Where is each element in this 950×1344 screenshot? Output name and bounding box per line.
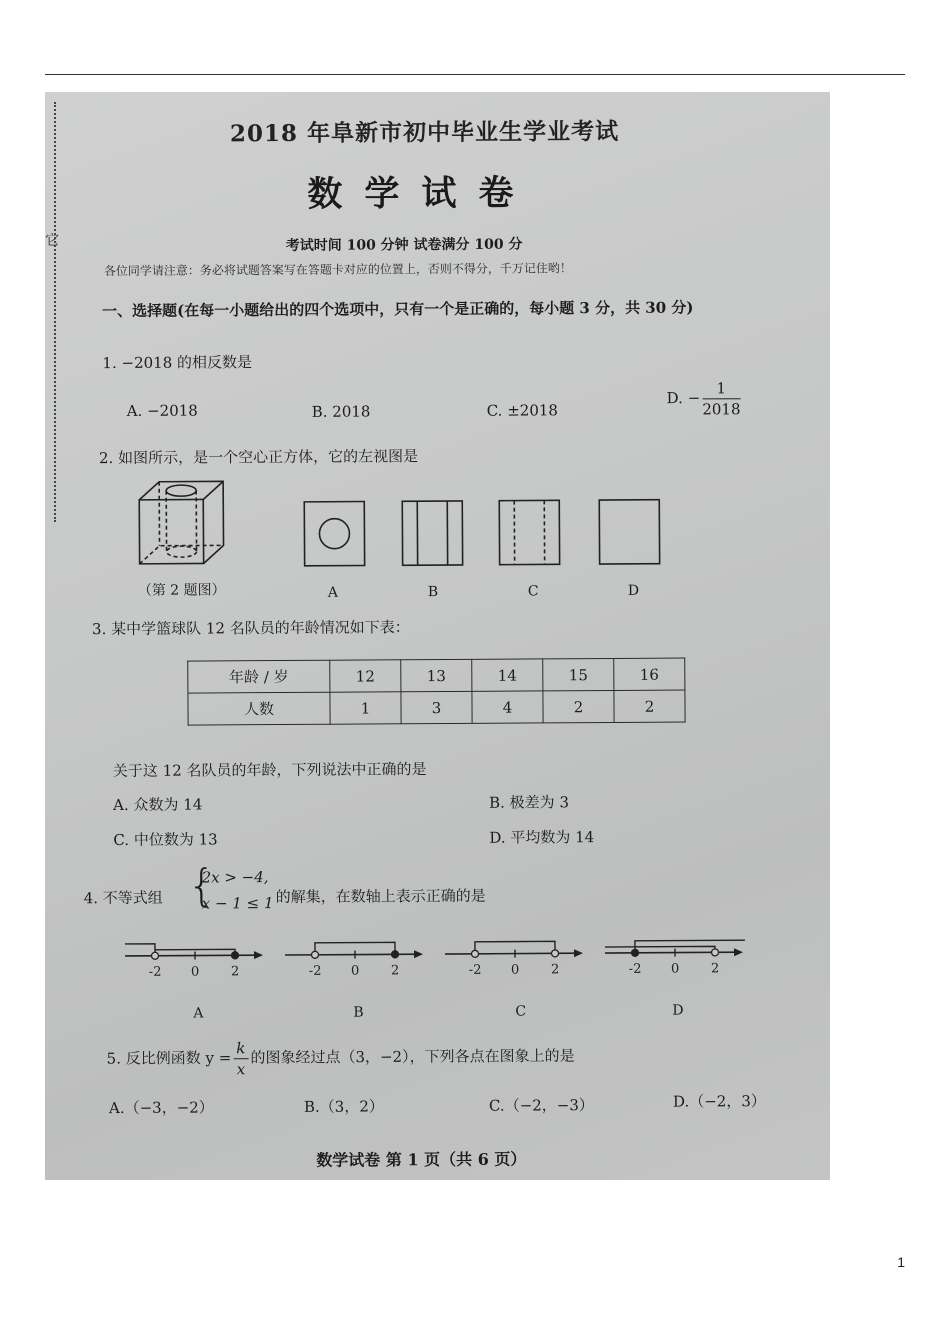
table-cell: 15 bbox=[543, 658, 614, 690]
inequality-1: 2x > −4, bbox=[201, 868, 269, 887]
endpoint-right bbox=[392, 951, 399, 958]
cube-edge bbox=[203, 481, 223, 499]
number-line-arrow bbox=[734, 948, 743, 956]
q5-option-b: B.（3，2） bbox=[303, 1097, 384, 1116]
number-line-tick-label: 2 bbox=[710, 961, 720, 977]
q5-option-c: C.（−2，−3） bbox=[488, 1096, 594, 1115]
q5-prefix: 5. 反比例函数 y = bbox=[106, 1048, 232, 1068]
q3-option-d: D. 平均数为 14 bbox=[489, 828, 595, 847]
binding-char: 它 bbox=[45, 233, 59, 249]
table-row-age bbox=[188, 658, 685, 693]
table-cell: 16 bbox=[614, 658, 685, 690]
number-line-tick-label: -2 bbox=[628, 961, 642, 977]
table-row-count bbox=[188, 690, 685, 725]
q4-label-b: B bbox=[353, 1004, 364, 1021]
q1-option-a: A. −2018 bbox=[126, 401, 198, 420]
q2-label-b: B bbox=[427, 584, 439, 601]
view-c-square bbox=[499, 500, 559, 564]
q2-label-c: C bbox=[527, 583, 539, 600]
exam-info: 考试时间 100 分钟 试卷满分 100 分 bbox=[285, 236, 523, 254]
q5-frac-den: x bbox=[236, 1060, 246, 1079]
q1-option-b: B. 2018 bbox=[311, 402, 371, 421]
view-b-square bbox=[402, 501, 462, 565]
view-a-circle bbox=[319, 519, 349, 549]
table-cell: 2 bbox=[543, 690, 614, 722]
endpoint-left bbox=[631, 949, 638, 956]
header-rule bbox=[45, 74, 905, 75]
q1-option-d-denominator: 2018 bbox=[702, 400, 741, 419]
table-cell: 14 bbox=[472, 659, 543, 691]
table-cell: 4 bbox=[472, 691, 543, 723]
number-line-tick-label: 0 bbox=[670, 961, 680, 977]
q1-option-d bbox=[667, 378, 743, 419]
q4-prefix: 4. 不等式组 bbox=[83, 888, 163, 908]
number-line-tick-label: 2 bbox=[390, 963, 400, 979]
q3-stem: 3. 某中学篮球队 12 名队员的年龄情况如下表： bbox=[91, 618, 410, 639]
cube-front-face bbox=[139, 499, 203, 563]
q1-option-d-prefix: D. − bbox=[666, 388, 701, 408]
hidden-edges bbox=[140, 545, 224, 564]
view-d-square bbox=[599, 500, 659, 564]
exam-notice: 各位同学请注意：务必将试题答案写在答题卡对应的位置上，否则不得分，千万记住哟！ bbox=[103, 261, 572, 279]
hole-bottom-ellipse bbox=[167, 546, 197, 557]
endpoint-right bbox=[711, 949, 718, 956]
endpoint-left bbox=[471, 950, 478, 957]
q4-label-d: D bbox=[672, 1002, 684, 1019]
q2-label-d: D bbox=[627, 582, 640, 599]
exam-title: 2018 年阜新市初中毕业生学业考试 bbox=[229, 117, 620, 148]
q5-fraction bbox=[233, 1038, 248, 1079]
q4-suffix: 的解集，在数轴上表示正确的是 bbox=[275, 886, 486, 907]
q5-option-a: A.（−3，−2） bbox=[108, 1098, 214, 1118]
page-number: 1 bbox=[897, 1254, 905, 1270]
endpoint-left bbox=[152, 952, 159, 959]
q2-figure-caption: （第 2 题图） bbox=[137, 582, 226, 599]
exam-subtitle: 数学试卷 bbox=[307, 172, 536, 215]
exam-footer: 数学试卷 第 1 页（共 6 页） bbox=[316, 1149, 527, 1170]
q1-stem: 1. −2018 的相反数是 bbox=[102, 353, 253, 373]
number-line-tick-label: 0 bbox=[350, 963, 360, 979]
q4-number-lines bbox=[125, 930, 775, 994]
age-table bbox=[187, 658, 685, 726]
endpoint-left bbox=[312, 951, 319, 958]
table-header-count: 人数 bbox=[188, 692, 330, 725]
view-a-square bbox=[304, 502, 364, 566]
solution-bracket bbox=[125, 944, 155, 956]
q2-view-options bbox=[302, 498, 682, 570]
q5-stem bbox=[107, 1036, 575, 1080]
endpoint-right bbox=[551, 950, 558, 957]
q2-stem: 2. 如图所示，是一个空心正方体，它的左视图是 bbox=[98, 447, 419, 468]
number-line-arrow bbox=[574, 949, 583, 957]
table-cell: 13 bbox=[401, 659, 472, 691]
q2-label-a: A bbox=[327, 584, 338, 601]
inequality-2: x − 1 ≤ 1 bbox=[201, 894, 274, 913]
exam-paper bbox=[45, 92, 830, 1180]
number-line-arrow bbox=[414, 950, 423, 958]
q3-option-c: C. 中位数为 13 bbox=[113, 830, 218, 850]
q3-followup: 关于这 12 名队员的年龄，下列说法中正确的是 bbox=[112, 760, 427, 781]
table-cell: 3 bbox=[401, 691, 472, 723]
table-cell: 2 bbox=[614, 690, 685, 722]
number-line-tick-label: -2 bbox=[308, 963, 322, 979]
q4-label-a: A bbox=[193, 1005, 204, 1022]
number-line-tick-label: 0 bbox=[190, 964, 200, 980]
number-line-tick-label: -2 bbox=[148, 964, 162, 980]
number-line-tick-label: 2 bbox=[550, 962, 560, 978]
table-header-age: 年龄 / 岁 bbox=[188, 660, 330, 693]
section-title: 一、选择题(在每一小题给出的四个选项中，只有一个是正确的，每小题 3 分，共 30 分) bbox=[102, 298, 694, 321]
q3-option-a: A. 众数为 14 bbox=[113, 795, 203, 815]
brace-symbol: { bbox=[187, 860, 216, 912]
table-cell: 12 bbox=[330, 660, 401, 692]
number-line-arrow bbox=[254, 951, 263, 959]
q3-option-b: B. 极差为 3 bbox=[489, 793, 570, 812]
endpoint-right bbox=[232, 952, 239, 959]
q1-option-d-fraction bbox=[702, 378, 740, 419]
q5-frac-num: k bbox=[233, 1038, 248, 1059]
q1-option-c: C. ±2018 bbox=[486, 401, 558, 420]
table-cell: 1 bbox=[330, 692, 401, 724]
cube-outline bbox=[139, 481, 223, 564]
q5-suffix: 的图象经过点（3，−2），下列各点在图象上的是 bbox=[250, 1046, 575, 1067]
q1-option-d-numerator: 1 bbox=[702, 378, 740, 399]
number-line-tick-label: 2 bbox=[230, 964, 240, 980]
number-line-tick-label: 0 bbox=[510, 962, 520, 978]
hollow-cube-figure bbox=[135, 477, 231, 568]
number-line-tick-label: -2 bbox=[468, 962, 482, 978]
exam-photo bbox=[45, 92, 830, 1180]
hole-top-ellipse bbox=[166, 485, 196, 496]
q4-label-c: C bbox=[515, 1003, 527, 1020]
q5-option-d: D.（−2，3） bbox=[672, 1092, 766, 1111]
